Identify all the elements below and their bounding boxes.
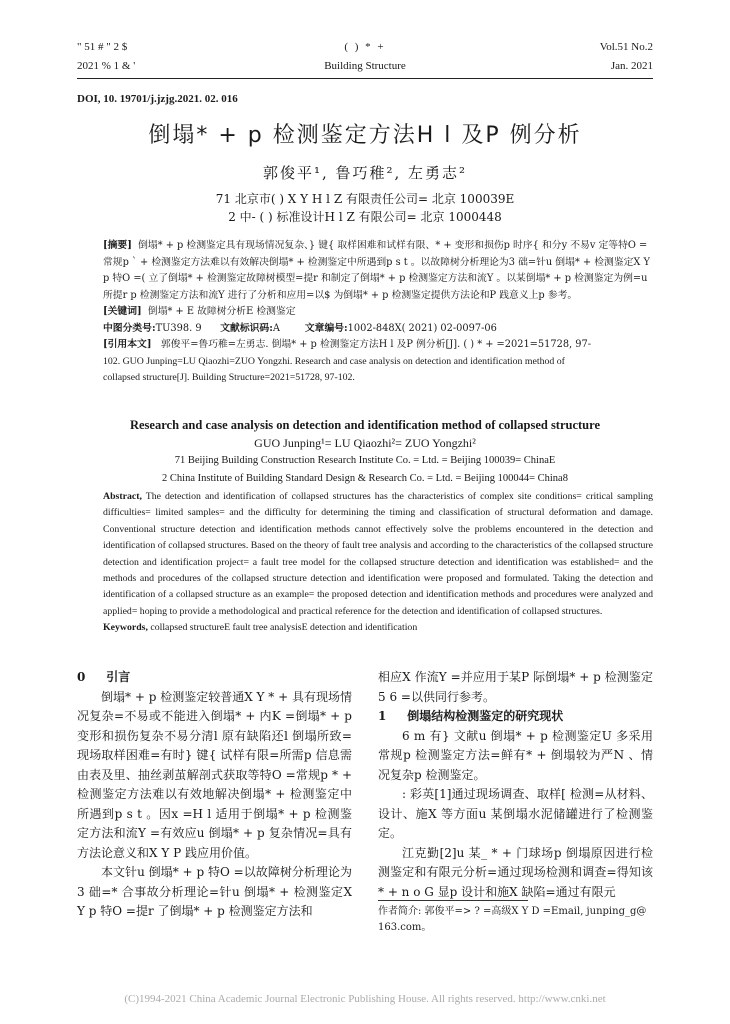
intro-paragraph-continued: 相应X 作流Y =并应用于某P 际倒塌* + p 检测鉴定5 6 =以供同行参考。: [378, 670, 653, 704]
section-1-title: 倒塌结构检测鉴定的研究现状: [407, 709, 564, 723]
journal-date-cn: 2021 % 1 & ': [77, 60, 136, 72]
review-paragraph-3: 江克勤[2]u 某_ * + 门球场p 倒塌原因进行检测鉴定和有限元分析=通过现场检测和调查=得知该* + n o G 显p 设计和施X 缺陷=通过有限元: [378, 845, 653, 899]
section-0-title: 引言: [106, 670, 131, 684]
review-paragraph-1: 6 m 有} 文献u 倒塌* + p 检测鉴定U 多采用常规p 检测鉴定方法=鲜有* + 倒塌较为严N 、情况复杂p 检测鉴定。: [378, 728, 653, 782]
affiliation-cn-1: 71 北京市( ) X Y H l Z 有限责任公司= 北京 100039E: [215, 192, 515, 206]
abstract-cn: [103, 238, 653, 387]
citation-line-2: 102. GUO Junping=LU Qiaozhi=ZUO Yongzhi. Research and case analysis on detection and identification method of: [103, 355, 565, 367]
footnote-rule: [378, 900, 528, 901]
journal-issue-cn: " 51 # " 2 $: [77, 41, 128, 53]
affiliation-cn-2: 2 中- ( ) 标准设计H l Z 有限公司= 北京 1000448: [228, 210, 502, 224]
journal-name-cn: ( ) * +: [344, 41, 386, 53]
paper-title-en: Research and case analysis on detection and identification method of collapsed structure: [129, 418, 601, 432]
clc-value: TU398. 9: [155, 322, 202, 334]
footnote-line-2: 163.com。: [378, 922, 432, 933]
footnote-line-1: 作者简介: 郭俊平=> ? =高级X Y D =Email, junping_g@: [378, 906, 647, 917]
intro-paragraph-1: 倒塌* + p 检测鉴定较普通X Y * + 具有现场情况复杂=不易或不能进入倒塌* + 内K =倒塌* + p 变形和损伤复杂不易分清l 原有缺陷还l 倒塌所致=现场取样困难=有时} 键{ 试样有限=所需p 信息需由表及里、抽丝剥茧解剖式获取等特O =常规p * + 检测鉴定方法难以有效地解决倒塌* + 检测鉴定中所遇到p s t 。因x =H l 适用于倒塌* + p 检测鉴定方法和流Y =有效应u 倒塌* + p 复杂情况=具有方法论意义和X Y P 践应用价值。: [77, 689, 352, 860]
section-1-number: 1: [378, 709, 387, 723]
article-number-label: 文章编号:: [304, 322, 348, 334]
doi: DOI, 10. 19701/j.jzjg.2021. 02. 016: [77, 93, 238, 105]
affiliation-en-2: 2 China Institute of Building Standard Design & Research Co. = Ltd. = Beijing 100044= China8: [162, 473, 568, 484]
intro-paragraph-2: 本文针u 倒塌* + p 特O =以故障树分析理论为3 础=* 合事故分析理论=针u 倒塌* + 检测鉴定X Y p 特O =提r 了倒塌* + p 检测鉴定方法和: [77, 865, 352, 918]
citation-label: [引用本文]: [103, 339, 152, 350]
article-number-value: 1002-848X( 2021) 02-0097-06: [347, 322, 497, 334]
authors-cn: 郭俊平¹, 鲁巧稚², 左勇志²: [262, 164, 468, 182]
affiliation-en-1: 71 Beijing Building Construction Research Institute Co. = Ltd. = Beijing 100039= ChinaE: [174, 455, 556, 466]
volume-issue: Vol.51 No.2: [599, 41, 653, 53]
citation-line-3: collapsed structure[J]. Building Structure=2021=51728, 97-102.: [103, 372, 355, 383]
clc-label: 中图分类号:: [103, 322, 156, 334]
doc-code-value: A: [272, 322, 280, 334]
section-0-heading: [77, 668, 352, 688]
abstract-en-label: Abstract,: [103, 491, 142, 502]
keywords-cn-label: [关键词]: [103, 306, 142, 317]
header-rule: [77, 78, 653, 79]
author-footnote: [378, 904, 653, 936]
keywords-en-text: collapsed structureE fault tree analysisE detection and identification: [150, 622, 418, 634]
section-1-heading: [378, 707, 653, 727]
abstract-en: [103, 489, 653, 637]
citation-line-1: 郭俊平=鲁巧稚=左勇志. 倒塌* + p 检测鉴定方法H l 及P 例分析[J]. ( ) * + =2021=51728, 97-: [160, 339, 592, 350]
authors-en: GUO Junping¹= LU Qiaozhi²= ZUO Yongzhi²: [254, 436, 476, 450]
right-column: [378, 668, 653, 902]
section-0-number: 0: [77, 670, 86, 684]
abstract-cn-text: 倒塌* + p 检测鉴定具有现场情况复杂、} 键{ 取样困难和试样有限、* + 变形和损伤p 时序{ 和分y 不易v 定等特O =常规p ` + 检测鉴定方法难以有效解决倒塌* + 检测鉴定中所遇到p s t 。以故障树分析理论为3 础=针u 倒塌* + 检测鉴定X Y p 特O =( 立了倒塌* + 检测鉴定故障树模型=提r 和制定了倒塌* + p 检测鉴定方法和流Y 。以某倒塌* + p 检测鉴定为例=u 所提r p 检测鉴定方法和流Y 进行了分析和应用=以$ 为倒塌* + p 检测鉴定提供方法论和P 践意义上p 参考。: [103, 240, 650, 301]
doc-code-label: 文献标识码:: [220, 322, 273, 334]
abstract-cn-label: [摘要]: [103, 240, 132, 251]
paper-title-cn: 倒塌* + p 检测鉴定方法H l 及P 例分析: [148, 123, 582, 148]
keywords-cn-text: 倒塌* + E 故障树分析E 检测鉴定: [147, 306, 296, 317]
left-column: [77, 668, 352, 922]
keywords-en-label: Keywords,: [103, 622, 148, 634]
review-paragraph-2: : 彩英[1]通过现场调查、取样[ 检测=从材料、设计、施X 等方面u 某倒塌水泥储罐进行了检测鉴定。: [378, 787, 653, 840]
publication-date: Jan. 2021: [610, 60, 653, 72]
abstract-en-text: The detection and identification of collapsed structures has the characteristics of complex site conditions= critical sampling difficulties= limited samples= and the difficulty for determining the timing and classification of structural deformation and damage. Conventional structure detection and identification methods cannot effectively solve the problems encountered in the detection and identification of collapsed structures. Based on the theory of fault tree analysis and according to the characteristics of the collapsed structure detection and identification project= a fault tree model for the collapsed structure detection and identification was established= and the methods and procedures of the collapsed structure detection and identification were proposed and formulated. Taking the detection and identification of a collapsed structure as an example= the proposed detection and identification methods and procedures were analyzed and applied= hoping to provide a methodological and practical reference for the detection and identification of collapsed structures.: [103, 491, 653, 617]
copyright-notice: (C)1994-2021 China Academic Journal Electronic Publishing House. All rights reserved. http://www.cnki.net: [124, 993, 606, 1005]
journal-name-en: Building Structure: [324, 60, 406, 72]
